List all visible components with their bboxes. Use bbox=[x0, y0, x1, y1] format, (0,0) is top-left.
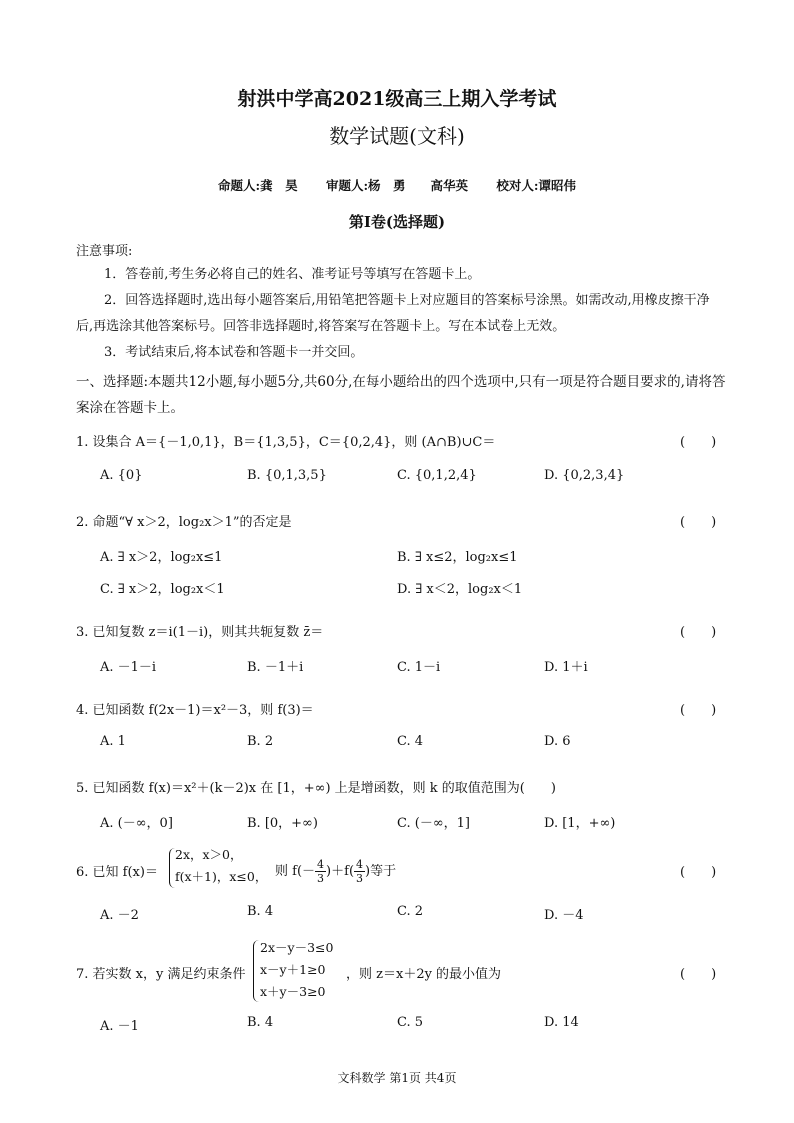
question-5-option-b: B. [0，+∞) bbox=[247, 816, 318, 831]
question-4-option-b: B. 2 bbox=[247, 734, 274, 749]
question-3-option-b: B. －1＋i bbox=[247, 660, 304, 675]
question-2-answer-bracket: ( ) bbox=[680, 515, 717, 530]
question-3-option-d: D. 1＋i bbox=[544, 660, 588, 675]
question-7-stem-prefix: 7. 若实数 x，y 满足约束条件 bbox=[76, 967, 246, 982]
proofreader: 校对人:谭昭伟 bbox=[496, 178, 577, 193]
question-1-option-d: D. {0,2,3,4} bbox=[544, 468, 625, 483]
question-4-stem: 4. 已知函数 f(2x－1)＝x²－3，则 f(3)＝ bbox=[76, 703, 314, 718]
question-1-stem: 1. 设集合 A＝{－1,0,1}，B＝{1,3,5}，C＝{0,2,4}，则 (A∩B)∪C＝ bbox=[76, 435, 496, 450]
fraction-1-numerator: 4 bbox=[317, 858, 325, 871]
question-3-option-c: C. 1－i bbox=[397, 660, 441, 675]
question-6-piecewise bbox=[175, 844, 267, 888]
note-2: 2．回答选择题时,选出每小题答案后,用铅笔把答题卡上对应题目的答案标号涂黑。如需改动,用橡皮擦干净后,再选涂其他答案标号。回答非选择题时,将答案写在答题卡上。写在本试卷上无效。 bbox=[76, 293, 710, 334]
section-title: 第Ⅰ卷(选择题) bbox=[348, 213, 446, 231]
notes-heading: 注意事项: bbox=[76, 244, 133, 259]
question-7-answer-bracket: ( ) bbox=[680, 967, 717, 982]
fraction-2-denominator: 3 bbox=[356, 872, 364, 885]
question-3-answer-bracket: ( ) bbox=[680, 625, 717, 640]
question-5-option-c: C. (－∞，1] bbox=[397, 816, 470, 831]
question-3-option-a: A. －1－i bbox=[100, 660, 157, 675]
question-6-stem-prefix: 6. 已知 f(x)＝ bbox=[76, 865, 158, 880]
question-3-stem: 3. 已知复数 z＝i(1－i)，则其共轭复数 z̄＝ bbox=[76, 625, 324, 640]
question-7-brace bbox=[253, 940, 260, 1002]
question-1-option-b: B. {0,1,3,5} bbox=[247, 468, 327, 483]
reviewers: 审题人:杨 勇 高华英 bbox=[325, 178, 469, 193]
question-7-constraint-2: x－y＋1≥0 bbox=[260, 962, 326, 977]
question-7-constraint-3: x＋y－3≥0 bbox=[260, 984, 326, 999]
question-7-option-a: A. －1 bbox=[100, 1019, 139, 1034]
page-footer: 文科数学 第1页 共4页 bbox=[337, 1071, 457, 1085]
fraction-2-numerator: 4 bbox=[356, 858, 364, 871]
question-6-option-c: C. 2 bbox=[397, 904, 424, 919]
question-6-answer-bracket: ( ) bbox=[680, 865, 717, 880]
question-7-constraints bbox=[260, 937, 333, 1003]
setter: 命题人:龚 昊 bbox=[217, 178, 298, 193]
question-7-option-c: C. 5 bbox=[397, 1015, 424, 1030]
question-2-option-a: A. ∃ x＞2，log₂x≤1 bbox=[100, 550, 223, 565]
part-one-instructions: 一、选择题:本题共12小题,每小题5分,共60分,在每小题给出的四个选项中,只有一项是符合题目要求的,请将答案涂在答题卡上。 bbox=[76, 374, 726, 416]
exam-subtitle: 数学试题(文科) bbox=[329, 124, 465, 148]
question-6-case-1: 2x，x＞0， bbox=[175, 847, 243, 862]
question-1-option-c: C. {0,1,2,4} bbox=[397, 468, 477, 483]
question-1-answer-bracket: ( ) bbox=[680, 435, 717, 450]
question-6-option-a: A. －2 bbox=[100, 908, 139, 923]
question-6-stem-suffix: 等于 bbox=[370, 864, 397, 879]
question-6-option-b: B. 4 bbox=[247, 904, 274, 919]
staff-line bbox=[0, 176, 794, 194]
note-3: 3．考试结束后,将本试卷和答题卡一并交回。 bbox=[104, 345, 364, 360]
question-5-option-d: D. [1，+∞) bbox=[544, 816, 616, 831]
question-4-answer-bracket: ( ) bbox=[680, 703, 717, 718]
note-1: 1．答卷前,考生务必将自己的姓名、准考证号等填写在答题卡上。 bbox=[104, 267, 481, 282]
question-2-option-b: B. ∃ x≤2，log₂x≤1 bbox=[397, 550, 518, 565]
question-5-option-a: A. (－∞，0] bbox=[100, 816, 173, 831]
exam-title: 射洪中学高2021级高三上期入学考试 bbox=[237, 88, 557, 110]
question-6-fraction-2 bbox=[354, 858, 365, 885]
fraction-1-denominator: 3 bbox=[317, 872, 325, 885]
question-2-stem: 2. 命题“∀ x＞2，log₂x＞1”的否定是 bbox=[76, 515, 292, 530]
question-6-case-2: f(x＋1)，x≤0， bbox=[175, 869, 268, 884]
question-4-option-a: A. 1 bbox=[100, 734, 126, 749]
question-1-option-a: A. {0} bbox=[100, 468, 143, 483]
question-7-constraint-1: 2x－y－3≤0 bbox=[260, 940, 334, 955]
question-6-stem-mid: 则 f bbox=[275, 864, 297, 879]
question-7-option-b: B. 4 bbox=[247, 1015, 274, 1030]
question-6-option-d: D. －4 bbox=[544, 908, 584, 923]
question-6-neg: － bbox=[302, 864, 316, 879]
question-6-plus: ＋f bbox=[331, 864, 349, 879]
question-7-option-d: D. 14 bbox=[544, 1015, 579, 1030]
question-2-option-d: D. ∃ x＜2，log₂x＜1 bbox=[397, 582, 523, 597]
question-7-stem-suffix: ，则 z＝x＋2y 的最小值为 bbox=[346, 967, 502, 982]
question-6-expression: 则 f(－ $\frac{4}{3}$ )＋f( $\frac{4}{3}$ )等于 bbox=[275, 858, 397, 885]
question-4-option-c: C. 4 bbox=[397, 734, 424, 749]
question-2-option-c: C. ∃ x＞2，log₂x＜1 bbox=[100, 582, 225, 597]
question-4-option-d: D. 6 bbox=[544, 734, 571, 749]
question-5-stem: 5. 已知函数 f(x)＝x²＋(k－2)x 在 [1，+∞) 上是增函数，则 k 的取值范围为( ) bbox=[76, 781, 556, 796]
question-6-fraction-1 bbox=[315, 858, 326, 885]
